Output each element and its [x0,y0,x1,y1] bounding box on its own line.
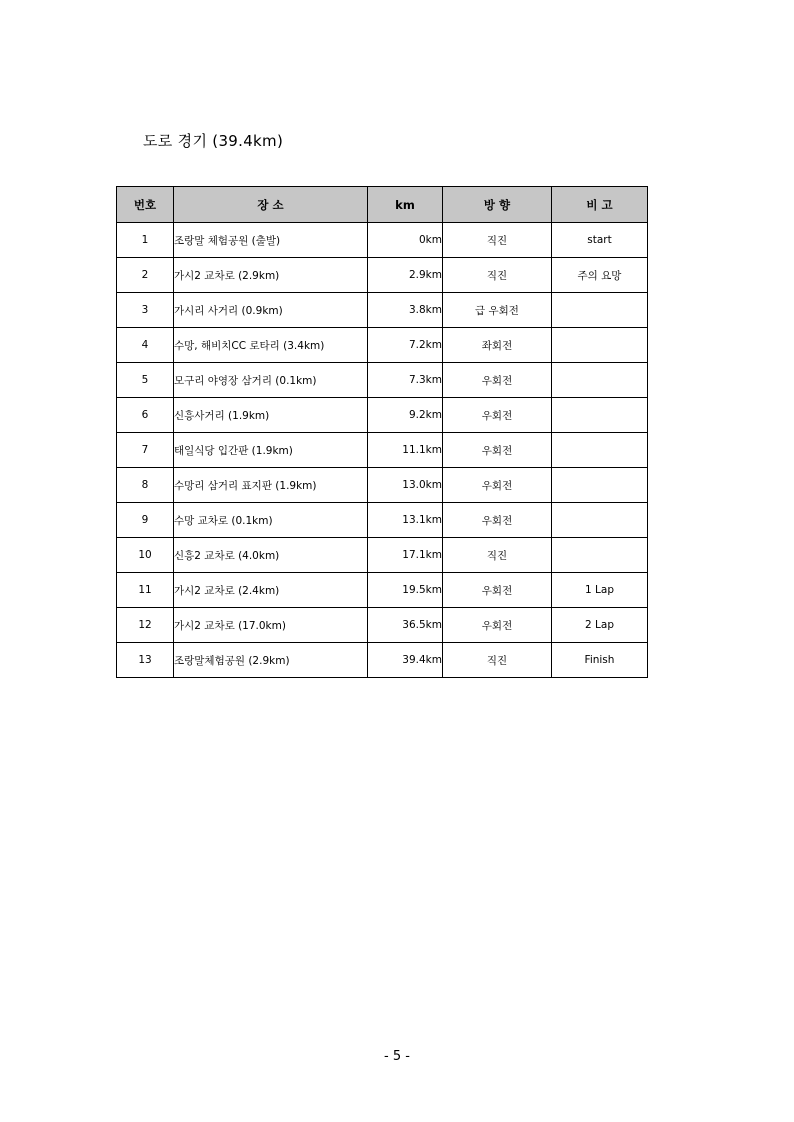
row-number: 10 [117,538,174,573]
row-number: 2 [117,258,174,293]
row-number: 8 [117,468,174,503]
row-km: 36.5km [368,608,443,643]
row-place: 가시2 교차로 (17.0km) [174,608,368,643]
row-number: 9 [117,503,174,538]
row-place: 신흥사거리 (1.9km) [174,398,368,433]
row-place: 가시2 교차로 (2.9km) [174,258,368,293]
row-place: 수망 교차로 (0.1km) [174,503,368,538]
row-number: 6 [117,398,174,433]
row-km: 3.8km [368,293,443,328]
row-place: 조랑말 체험공원 (출발) [174,223,368,258]
row-note [552,433,648,468]
row-number: 7 [117,433,174,468]
row-direction: 직진 [443,643,552,678]
row-direction: 직진 [443,538,552,573]
table-row [117,293,648,328]
row-km: 11.1km [368,433,443,468]
header-note: 비 고 [552,187,648,223]
table-row [117,538,648,573]
table-row [117,608,648,643]
row-km: 7.2km [368,328,443,363]
row-note: start [552,223,648,258]
row-number: 13 [117,643,174,678]
table-row [117,573,648,608]
row-note [552,363,648,398]
row-note [552,293,648,328]
row-km: 13.1km [368,503,443,538]
row-direction: 우회전 [443,433,552,468]
row-place: 조랑말체험공원 (2.9km) [174,643,368,678]
table-row [117,223,648,258]
table-row [117,328,648,363]
header-number: 번호 [117,187,174,223]
row-number: 12 [117,608,174,643]
table-header-row [117,187,648,223]
row-note [552,503,648,538]
page-title: 도로 경기 (39.4km) [143,132,284,150]
row-place: 가시리 사거리 (0.9km) [174,293,368,328]
row-direction: 우회전 [443,608,552,643]
row-direction: 우회전 [443,503,552,538]
row-direction: 직진 [443,223,552,258]
row-place: 태일식당 입간판 (1.9km) [174,433,368,468]
row-direction: 우회전 [443,468,552,503]
row-note: 2 Lap [552,608,648,643]
row-note [552,538,648,573]
row-direction: 좌회전 [443,328,552,363]
row-note: 주의 요망 [552,258,648,293]
table-row [117,503,648,538]
table-row [117,468,648,503]
row-km: 19.5km [368,573,443,608]
row-place: 가시2 교차로 (2.4km) [174,573,368,608]
row-place: 신흥2 교차로 (4.0km) [174,538,368,573]
row-note [552,328,648,363]
row-place: 모구리 야영장 삼거리 (0.1km) [174,363,368,398]
row-note [552,468,648,503]
row-km: 17.1km [368,538,443,573]
row-number: 11 [117,573,174,608]
header-km: km [368,187,443,223]
header-place: 장 소 [174,187,368,223]
page-number: - 5 - [384,1049,410,1064]
route-table [116,186,648,678]
row-km: 0km [368,223,443,258]
row-number: 1 [117,223,174,258]
row-number: 3 [117,293,174,328]
row-direction: 직진 [443,258,552,293]
row-km: 2.9km [368,258,443,293]
row-km: 9.2km [368,398,443,433]
table-row [117,643,648,678]
row-direction: 우회전 [443,363,552,398]
row-number: 4 [117,328,174,363]
row-number: 5 [117,363,174,398]
row-note: 1 Lap [552,573,648,608]
table-row [117,258,648,293]
header-direction: 방 향 [443,187,552,223]
row-note [552,398,648,433]
row-direction: 급 우회전 [443,293,552,328]
row-place: 수망리 삼거리 표지판 (1.9km) [174,468,368,503]
row-note: Finish [552,643,648,678]
row-direction: 우회전 [443,398,552,433]
row-place: 수망, 해비치CC 로타리 (3.4km) [174,328,368,363]
table-row [117,433,648,468]
row-km: 13.0km [368,468,443,503]
row-km: 39.4km [368,643,443,678]
table-row [117,398,648,433]
row-direction: 우회전 [443,573,552,608]
table-row [117,363,648,398]
row-km: 7.3km [368,363,443,398]
